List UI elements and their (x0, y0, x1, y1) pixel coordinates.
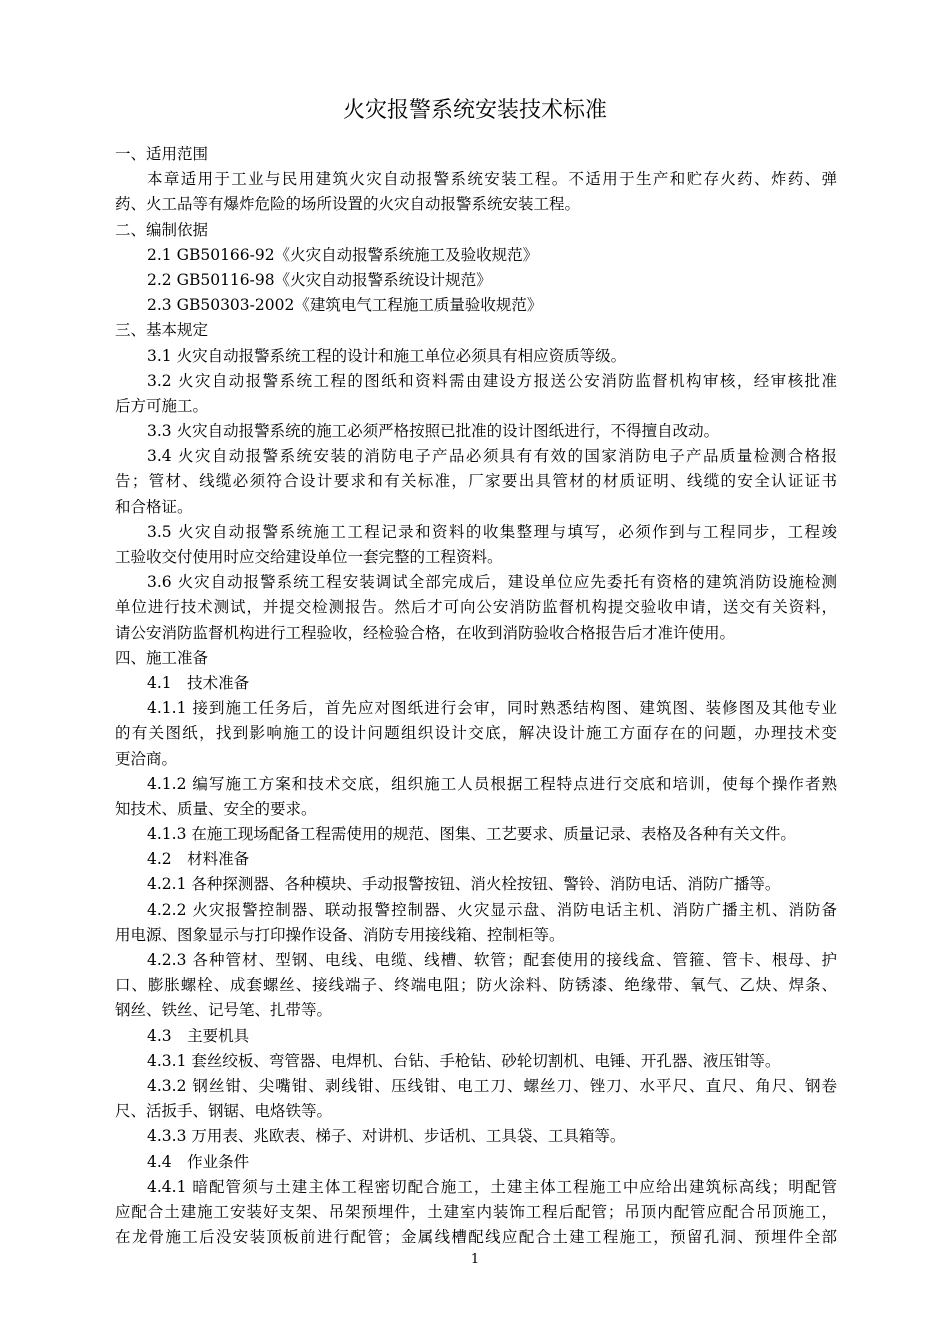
text-line: 4.1 技术准备 (147, 673, 250, 692)
text-line: 3.6 火灾自动报警系统工程安装调试全部完成后，建设单位应先委托有资格的建筑消防设施检测 (147, 573, 837, 592)
text-line: 4.3.1 套丝绞板、弯管器、电焊机、台钻、手枪钻、砂轮切割机、电锤、开孔器、液压钳等。 (147, 1051, 781, 1070)
text-line: 用电源、图象显示与打印操作设备、消防专用接线箱、控制柜等。 (115, 925, 565, 944)
text-line: 四、施工准备 (115, 648, 209, 667)
text-line: 更洽商。 (115, 749, 178, 768)
text-line: 药、火工品等有爆炸危险的场所设置的火灾自动报警系统安装工程。 (115, 195, 581, 214)
text-line: 应配合土建施工安装好支架、吊架预埋件，土建室内装饰工程后配管；吊顶内配管应配合吊顶施工， (115, 1202, 837, 1221)
text-line: 三、基本规定 (115, 321, 209, 340)
document-body (115, 142, 837, 1250)
text-line: 4.2.3 各种管材、型钢、电线、电缆、线槽、软管；配套使用的接线盒、管箍、管卡、根母、护 (147, 951, 837, 969)
text-line: 4.1.2 编写施工方案和技术交底，组织施工人员根据工程特点进行交底和培训，使每个操作者熟 (147, 774, 837, 793)
text-line: 的有关图纸，找到影响施工的设计问题组织设计交底，解决设计施工方面存在的问题，办理技术变 (115, 724, 837, 743)
text-line: 4.3 主要机具 (147, 1026, 250, 1045)
text-line: 4.2 材料准备 (147, 850, 250, 869)
text-line: 2.2 GB50116-98《火灾自动报警系统设计规范》 (147, 270, 492, 289)
text-line: 告；管材、线缆必须符合设计要求和有关标准，厂家要出具管材的材质证明、线缆的安全认证证书 (115, 472, 837, 491)
text-line: 二、编制依据 (115, 220, 209, 239)
text-line: 4.1.3 在施工现场配备工程需使用的规范、图集、工艺要求、质量记录、表格及各种有关文件。 (147, 825, 796, 844)
text-line: 2.3 GB50303-2002《建筑电气工程施工质量验收规范》 (147, 296, 543, 315)
text-line: 一、适用范围 (115, 145, 209, 163)
text-line: 后方可施工。 (115, 396, 209, 415)
text-line: 钢丝、铁丝、记号笔、扎带等。 (115, 1001, 333, 1020)
text-line: 3.4 火灾自动报警系统安装的消防电子产品必须具有有效的国家消防电子产品质量检测合格报 (147, 447, 837, 466)
text-line: 知技术、质量、安全的要求。 (115, 799, 317, 818)
text-line: 4.4.1 暗配管须与土建主体工程密切配合施工，土建主体工程施工中应给出建筑标高线；明配管 (147, 1177, 837, 1196)
text-line: 4.2.2 火灾报警控制器、联动报警控制器、火灾显示盘、消防电话主机、消防广播主机、消防备 (147, 900, 837, 919)
text-line: 3.2 火灾自动报警系统工程的图纸和资料需由建设方报送公安消防监督机构审核，经审核批准 (147, 371, 837, 390)
text-line: 3.3 火灾自动报警系统的施工必须严格按照已批准的设计图纸进行，不得擅自改动。 (147, 422, 720, 441)
page-number: 1 (470, 1252, 480, 1267)
text-line: 尺、活扳手、钢锯、电烙铁等。 (115, 1102, 333, 1121)
text-line: 3.5 火灾自动报警系统施工工程记录和资料的收集整理与填写，必须作到与工程同步，工程竣 (147, 522, 837, 541)
text-line: 单位进行技术测试，并提交检测报告。然后才可向公安消防监督机构提交验收申请，送交有关资料， (115, 598, 837, 617)
text-line: 2.1 GB50166-92《火灾自动报警系统施工及验收规范》 (147, 245, 539, 264)
text-line: 4.3.3 万用表、兆欧表、梯子、对讲机、步话机、工具袋、工具箱等。 (147, 1127, 626, 1146)
text-line: 4.4 作业条件 (147, 1152, 250, 1171)
text-line: 工验收交付使用时应交给建设单位一套完整的工程资料。 (115, 548, 503, 566)
text-line: 在龙骨施工后没安装顶板前进行配管；金属线槽配线应配合土建工程施工，预留孔洞、预埋件全部 (115, 1228, 837, 1247)
text-line: 请公安消防监督机构进行工程验收，经检验合格，在收到消防验收合格报告后才准许使用。 (115, 623, 736, 642)
document-title: 火灾报警系统安装技术标准 (342, 98, 607, 123)
text-line: 3.1 火灾自动报警系统工程的设计和施工单位必须具有相应资质等级。 (147, 346, 627, 365)
text-line: 4.3.2 钢丝钳、尖嘴钳、剥线钳、压线钳、电工刀、螺丝刀、锉刀、水平尺、直尺、角尺、钢卷 (147, 1076, 837, 1095)
text-line: 4.2.1 各种探测器、各种模块、手动报警按钮、消火栓按钮、警铃、消防电话、消防广播等。 (147, 875, 781, 894)
text-line: 4.1.1 接到施工任务后，首先应对图纸进行会审，同时熟悉结构图、建筑图、装修图及其他专业 (147, 699, 837, 718)
text-line: 本章适用于工业与民用建筑火灾自动报警系统安装工程。不适用于生产和贮存火药、炸药、弹 (147, 170, 837, 189)
text-line: 和合格证。 (115, 497, 193, 516)
text-line: 口、膨胀螺栓、成套螺丝、接线端子、终端电阻；防火涂料、防锈漆、绝缘带、氧气、乙炔、焊条、 (115, 976, 837, 995)
